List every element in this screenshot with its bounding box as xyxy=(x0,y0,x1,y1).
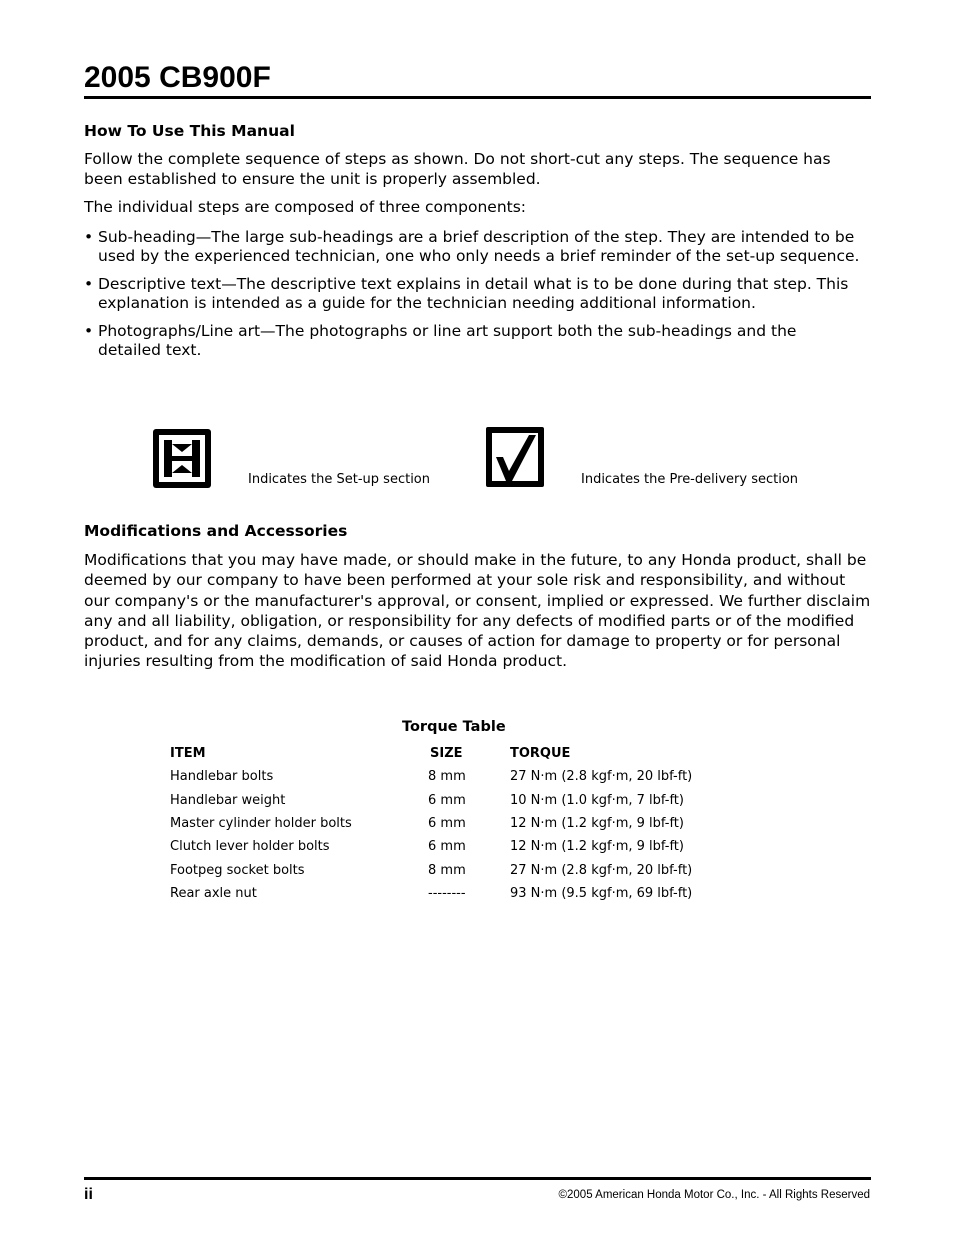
modifications-heading: Modifications and Accessories xyxy=(84,522,348,540)
item-cell: Handlebar bolts xyxy=(170,769,274,785)
list-item: • Photographs/Line art—The photographs or line art support both the sub-headings and the detailed text. xyxy=(84,322,864,359)
item-cell: Rear axle nut xyxy=(170,885,257,901)
how-to-use-intro: Follow the complete sequence of steps as shown. Do not short-cut any steps. The sequence has been established to ensure the unit is properly assembled. xyxy=(84,150,831,188)
title-divider xyxy=(84,96,871,99)
table-row xyxy=(168,858,692,881)
footer-divider xyxy=(84,1177,871,1180)
column-header-size: SIZE xyxy=(430,746,463,762)
components-intro: The individual steps are composed of three components: xyxy=(84,198,527,216)
size-cell: 8 mm xyxy=(428,862,466,878)
list-item: • Descriptive text—The descriptive text explains in detail what is to be done during that step. This explanation is intended as a guide for the technician needing additional information. xyxy=(84,275,864,312)
size-cell: 6 mm xyxy=(428,816,466,832)
torque-table-title: Torque Table xyxy=(402,719,506,735)
how-to-use-heading: How To Use This Manual xyxy=(84,122,295,140)
item-cell: Handlebar weight xyxy=(170,792,286,808)
page-title: 2005 CB900F xyxy=(84,61,271,94)
components-list xyxy=(84,228,864,369)
checkmark-icon xyxy=(486,427,544,487)
size-cell: 8 mm xyxy=(428,769,466,785)
table-row xyxy=(168,789,692,812)
table-row xyxy=(168,835,692,858)
table-row xyxy=(168,765,692,788)
torque-cell: 12 N·m (1.2 kgf·m, 9 lbf-ft) xyxy=(510,816,684,832)
modifications-body: Modifications that you may have made, or should make in the future, to any Honda product, shall be deemed by our company to have been performed at your sole risk and responsibility, and without our company's or the manufacturer's approval, or consent, implied or expressed. We further disclaim any and all liability, obligation, or responsibility for any defects of modified parts or of the modified product, and for any claims, demands, or causes of action for damage to property or for personal injuries resulting from the modification of said Honda product. xyxy=(84,551,871,671)
torque-table xyxy=(168,742,692,905)
size-cell: -------- xyxy=(428,885,466,901)
setup-section-icon xyxy=(153,429,211,488)
setup-caption: Indicates the Set-up section xyxy=(248,472,430,487)
torque-cell: 27 N·m (2.8 kgf·m, 20 lbf-ft) xyxy=(510,862,693,878)
torque-cell: 93 N·m (9.5 kgf·m, 69 lbf-ft) xyxy=(510,885,693,901)
table-header-row xyxy=(168,742,692,765)
copyright-notice: ©2005 American Honda Motor Co., Inc. - All Rights Reserved xyxy=(558,1189,870,1201)
torque-cell: 12 N·m (1.2 kgf·m, 9 lbf-ft) xyxy=(510,839,684,855)
table-row xyxy=(168,812,692,835)
predelivery-caption: Indicates the Pre-delivery section xyxy=(581,472,799,487)
torque-cell: 27 N·m (2.8 kgf·m, 20 lbf-ft) xyxy=(510,769,693,785)
torque-cell: 10 N·m (1.0 kgf·m, 7 lbf-ft) xyxy=(510,792,684,808)
item-cell: Footpeg socket bolts xyxy=(170,862,305,878)
table-row xyxy=(168,882,692,905)
list-item: • Sub-heading—The large sub-headings are a brief description of the step. They are intended to be used by the experienced technician, one who only needs a brief reminder of the set-up sequence. xyxy=(84,228,864,265)
item-cell: Clutch lever holder bolts xyxy=(170,839,330,855)
column-header-torque: TORQUE xyxy=(510,746,571,762)
column-header-item: ITEM xyxy=(170,746,206,762)
size-cell: 6 mm xyxy=(428,839,466,855)
page-number: ii xyxy=(84,1186,93,1203)
item-cell: Master cylinder holder bolts xyxy=(170,816,352,832)
size-cell: 6 mm xyxy=(428,792,466,808)
